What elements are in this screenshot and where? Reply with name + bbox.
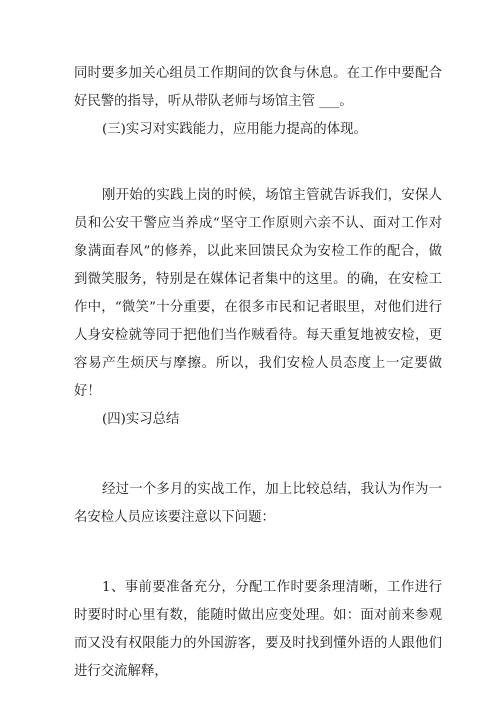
paragraph-2: 刚开始的实践上岗的时候，场馆主管就告诉我们，安保人员和公安干警应当养成“坚守工作原则六亲不认、面对工作对象满面春风”的修养，以此来回馈民众为安检工作的配合，做到微笑服务，特别是在媒体记者集中的这里。的确，在安检工作中，“微笑”十分重要，在很多市民和记者眼里，对他们进行人身安检就等同于把他们当作贼看待。每天重复地被安检，更容易产生烦厌与摩擦。所以，我们安检人员态度上一定要做好！: [74, 188, 442, 399]
paragraph-3: 经过一个多月的实战工作，加上比较总结，我认为作为一名安检人员应该要注意以下问题：: [74, 482, 442, 525]
section-heading-4: (四)实习总结: [102, 412, 180, 427]
paragraph-4: 1、事前要准备充分，分配工作时要条理清晰，工作进行时要时时心里有数，能随时做出应变处理。如：面对前来参观而又没有权限能力的外国游客，要及时找到懂外语的人跟他们进行交流解释，: [74, 580, 442, 679]
paragraph-1: 同时要多加关心组员工作期间的饮食与休息。在工作中要配合好民警的指导，听从带队老师与场馆主管 ___。: [74, 66, 442, 109]
section-heading-3: (三)实习对实践能力，应用能力提高的体现。: [102, 122, 367, 137]
